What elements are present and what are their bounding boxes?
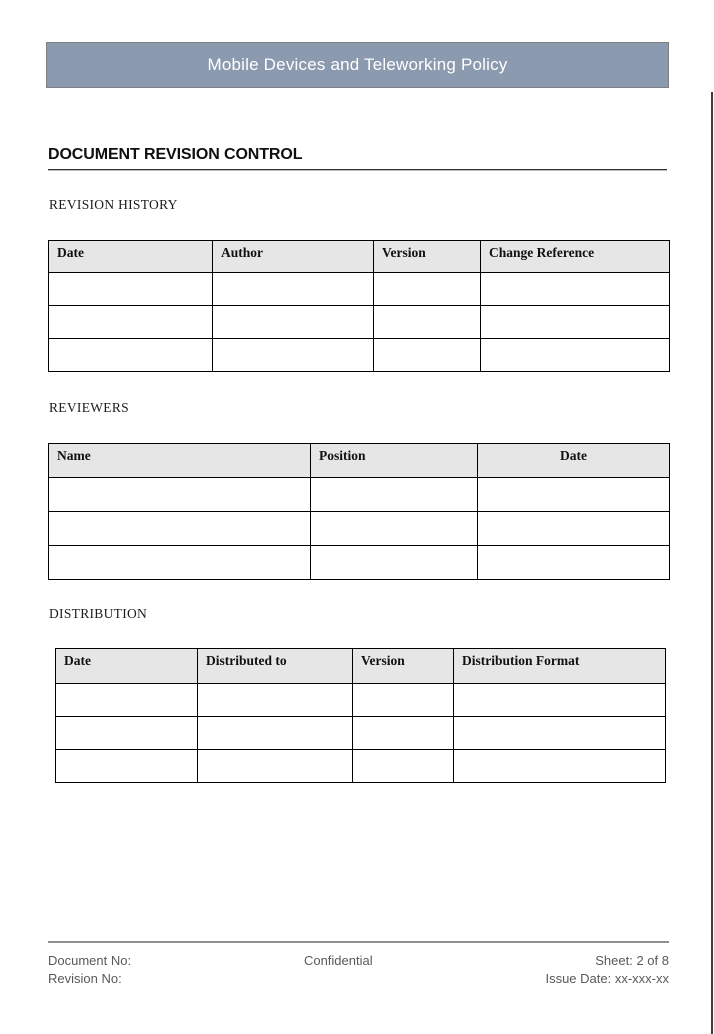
empty-cell <box>49 478 311 512</box>
footer-rule <box>48 941 669 943</box>
footer-right <box>545 952 669 988</box>
column-header: Distributed to <box>198 649 353 684</box>
heading-rule <box>48 169 667 171</box>
table-row <box>56 750 666 783</box>
empty-cell <box>374 339 481 372</box>
table-row <box>49 512 670 546</box>
section-heading: DOCUMENT REVISION CONTROL <box>48 146 303 163</box>
empty-cell <box>213 339 374 372</box>
empty-cell <box>478 478 670 512</box>
empty-cell <box>56 684 198 717</box>
table-row <box>56 717 666 750</box>
empty-cell <box>481 273 670 306</box>
distribution-table <box>55 648 666 783</box>
reviewers-table <box>48 443 670 580</box>
page-edge-line <box>711 92 713 1034</box>
empty-cell <box>454 750 666 783</box>
empty-cell <box>353 684 454 717</box>
empty-cell <box>56 750 198 783</box>
empty-cell <box>49 306 213 339</box>
empty-cell <box>56 717 198 750</box>
empty-cell <box>49 273 213 306</box>
empty-cell <box>49 546 311 580</box>
revision-history-label: REVISION HISTORY <box>49 197 178 212</box>
revision-history-table <box>48 240 670 372</box>
empty-cell <box>49 512 311 546</box>
empty-cell <box>311 478 478 512</box>
column-header: Change Reference <box>481 241 670 273</box>
column-header: Author <box>213 241 374 273</box>
empty-cell <box>481 306 670 339</box>
page-footer <box>48 952 669 988</box>
confidential-label: Confidential <box>303 953 373 968</box>
empty-cell <box>374 273 481 306</box>
column-header: Name <box>49 444 311 478</box>
distribution-label: DISTRIBUTION <box>49 606 148 621</box>
header-row <box>56 649 666 684</box>
empty-cell <box>311 512 478 546</box>
empty-cell <box>198 684 353 717</box>
empty-cell <box>213 273 374 306</box>
empty-cell <box>454 717 666 750</box>
footer-left <box>48 952 131 988</box>
title-banner <box>46 42 669 88</box>
column-header: Date <box>49 241 213 273</box>
column-header: Date <box>478 444 670 478</box>
table-row <box>49 546 670 580</box>
empty-cell <box>49 339 213 372</box>
revision-no-label: Revision No: <box>48 971 122 986</box>
column-header: Version <box>353 649 454 684</box>
table-row <box>56 684 666 717</box>
table-row <box>49 273 670 306</box>
table-row <box>49 339 670 372</box>
column-header: Position <box>311 444 478 478</box>
empty-cell <box>198 750 353 783</box>
column-header: Distribution Format <box>454 649 666 684</box>
header-row <box>49 241 670 273</box>
sheet-number: Sheet: 2 of 8 <box>595 953 669 968</box>
issue-date: Issue Date: xx-xxx-xx <box>545 971 669 986</box>
empty-cell <box>478 546 670 580</box>
empty-cell <box>213 306 374 339</box>
table-row <box>49 306 670 339</box>
empty-cell <box>353 717 454 750</box>
empty-cell <box>198 717 353 750</box>
empty-cell <box>478 512 670 546</box>
empty-cell <box>311 546 478 580</box>
table-row <box>49 478 670 512</box>
document-title: Mobile Devices and Teleworking Policy <box>207 55 508 74</box>
empty-cell <box>374 306 481 339</box>
column-header: Date <box>56 649 198 684</box>
empty-cell <box>454 684 666 717</box>
empty-cell <box>353 750 454 783</box>
empty-cell <box>481 339 670 372</box>
reviewers-label: REVIEWERS <box>49 400 129 415</box>
document-no-label: Document No: <box>48 953 132 968</box>
column-header: Version <box>374 241 481 273</box>
header-row <box>49 444 670 478</box>
